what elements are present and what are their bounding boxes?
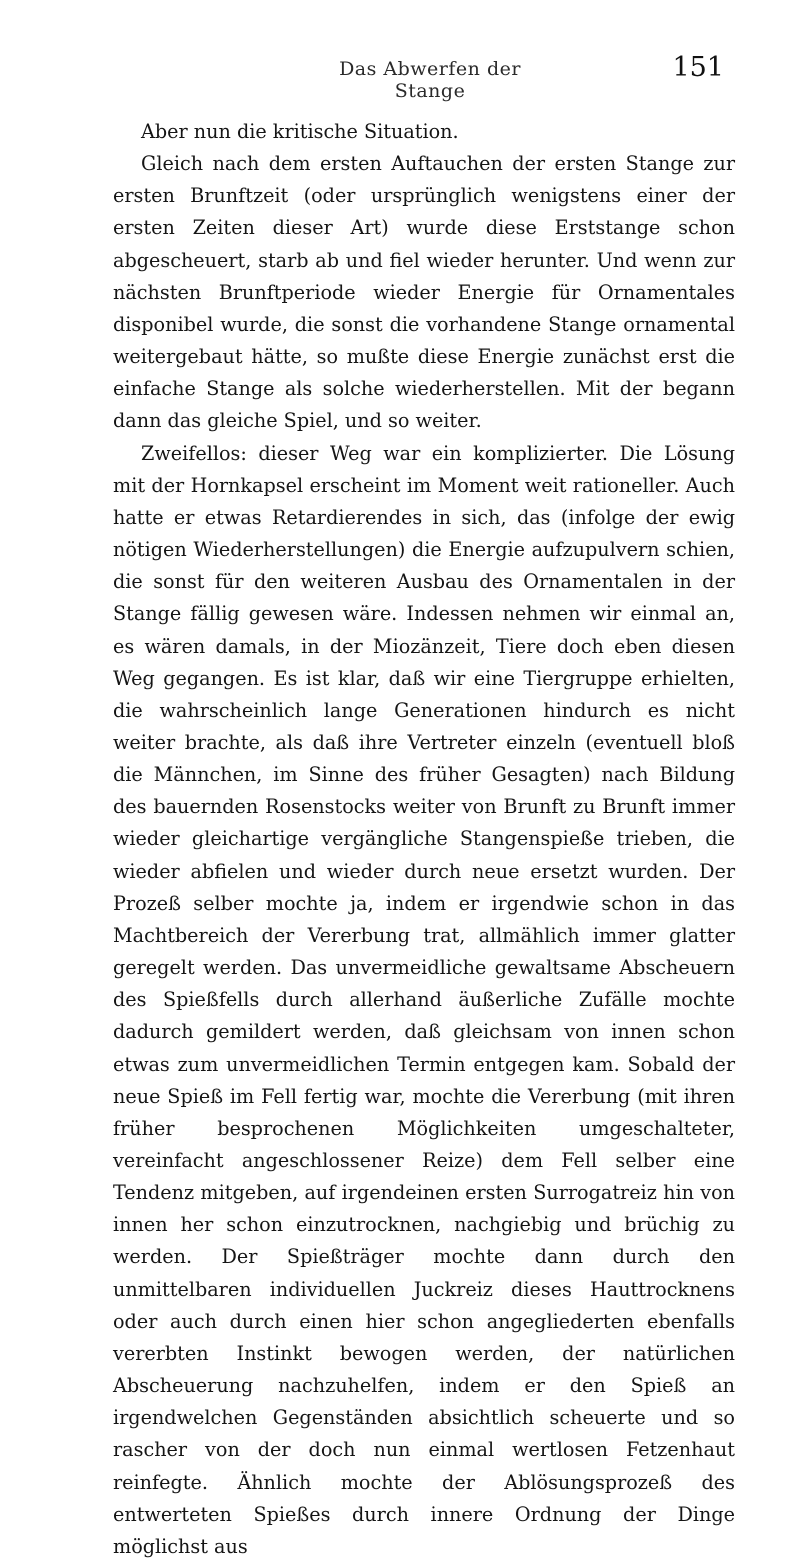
body-text (113, 116, 735, 1563)
paragraph-2: Gleich nach dem ersten Auftauchen der ersten Stange zur ersten Brunftzeit (oder ursprünglich wenigstens einer der ersten Zeiten dieser Art) wurde diese Erststange schon abgescheuert, starb ab und fiel wieder herunter. Und wenn zur nächsten Brunftperiode wieder Energie für Ornamentales disponibel wurde, die sonst die vorhandene Stange ornamental weitergebaut hätte, so mußte diese Energie zunächst erst die einfache Stange als solche wiederherstellen. Mit der begann dann das gleiche Spiel, und so weiter. (113, 152, 735, 433)
paragraph-1: Aber nun die kritische Situation. (141, 120, 459, 143)
running-title: Das Abwerfen der Stange (339, 58, 521, 102)
running-head (110, 52, 730, 102)
paragraph-3: Zweifellos: dieser Weg war ein komplizierter. Die Lösung mit der Hornkapsel erscheint im Moment weit rationeller. Auch hatte er etwas Retardierendes in sich, das (infolge der ewig nötigen Wiederherstellungen) die Energie aufzupulvern schien, die sonst für den weiteren Ausbau des Ornamentalen in der Stange fällig gewesen wäre. Indessen nehmen wir einmal an, es wären damals, in der Miozänzeit, Tiere doch eben diesen Weg gegangen. Es ist klar, daß wir eine Tiergruppe erhielten, die wahrscheinlich lange Generationen hindurch es nicht weiter brachte, als daß ihre Vertreter einzeln (eventuell bloß die Männchen, im Sinne des früher Gesagten) nach Bildung des bauernden Rosenstocks weiter von Brunft zu Brunft immer wieder gleichartige vergängliche Stangenspieße trieben, die wieder abfielen und wieder durch neue ersetzt wurden. Der Prozeß selber mochte ja, indem er irgendwie schon in das Machtbereich der Vererbung trat, allmählich immer glatter geregelt werden. Das unvermeidliche gewaltsame Abscheuern des Spießfells durch allerhand äußerliche Zufälle mochte dadurch gemildert werden, daß gleichsam von innen schon etwas zum unvermeidlichen Termin entgegen kam. Sobald der neue Spieß im Fell fertig war, mochte die Vererbung (mit ihren früher besprochenen Möglichkeiten umgeschalteter, vereinfacht angeschlossener Reize) dem Fell selber eine Tendenz mitgeben, auf irgendeinen ersten Surrogatreiz hin von innen her schon einzutrocknen, nachgiebig und brüchig zu werden. Der Spießträger mochte dann durch den unmittelbaren individuellen Juckreiz dieses Hauttrocknens oder auch durch einen hier schon angegliederten ebenfalls vererbten Instinkt bewogen werden, der natürlichen Abscheuerung nachzuhelfen, indem er den Spieß an irgendwelchen Gegenständen absichtlich scheuerte und so rascher von der doch nun einmal wertlosen Fetzenhaut reinfegte. Ähnlich mochte der Ablösungsprozeß des entwerteten Spießes durch innere Ordnung der Dinge möglichst aus (113, 441, 735, 1558)
page-number: 151 (672, 52, 724, 83)
